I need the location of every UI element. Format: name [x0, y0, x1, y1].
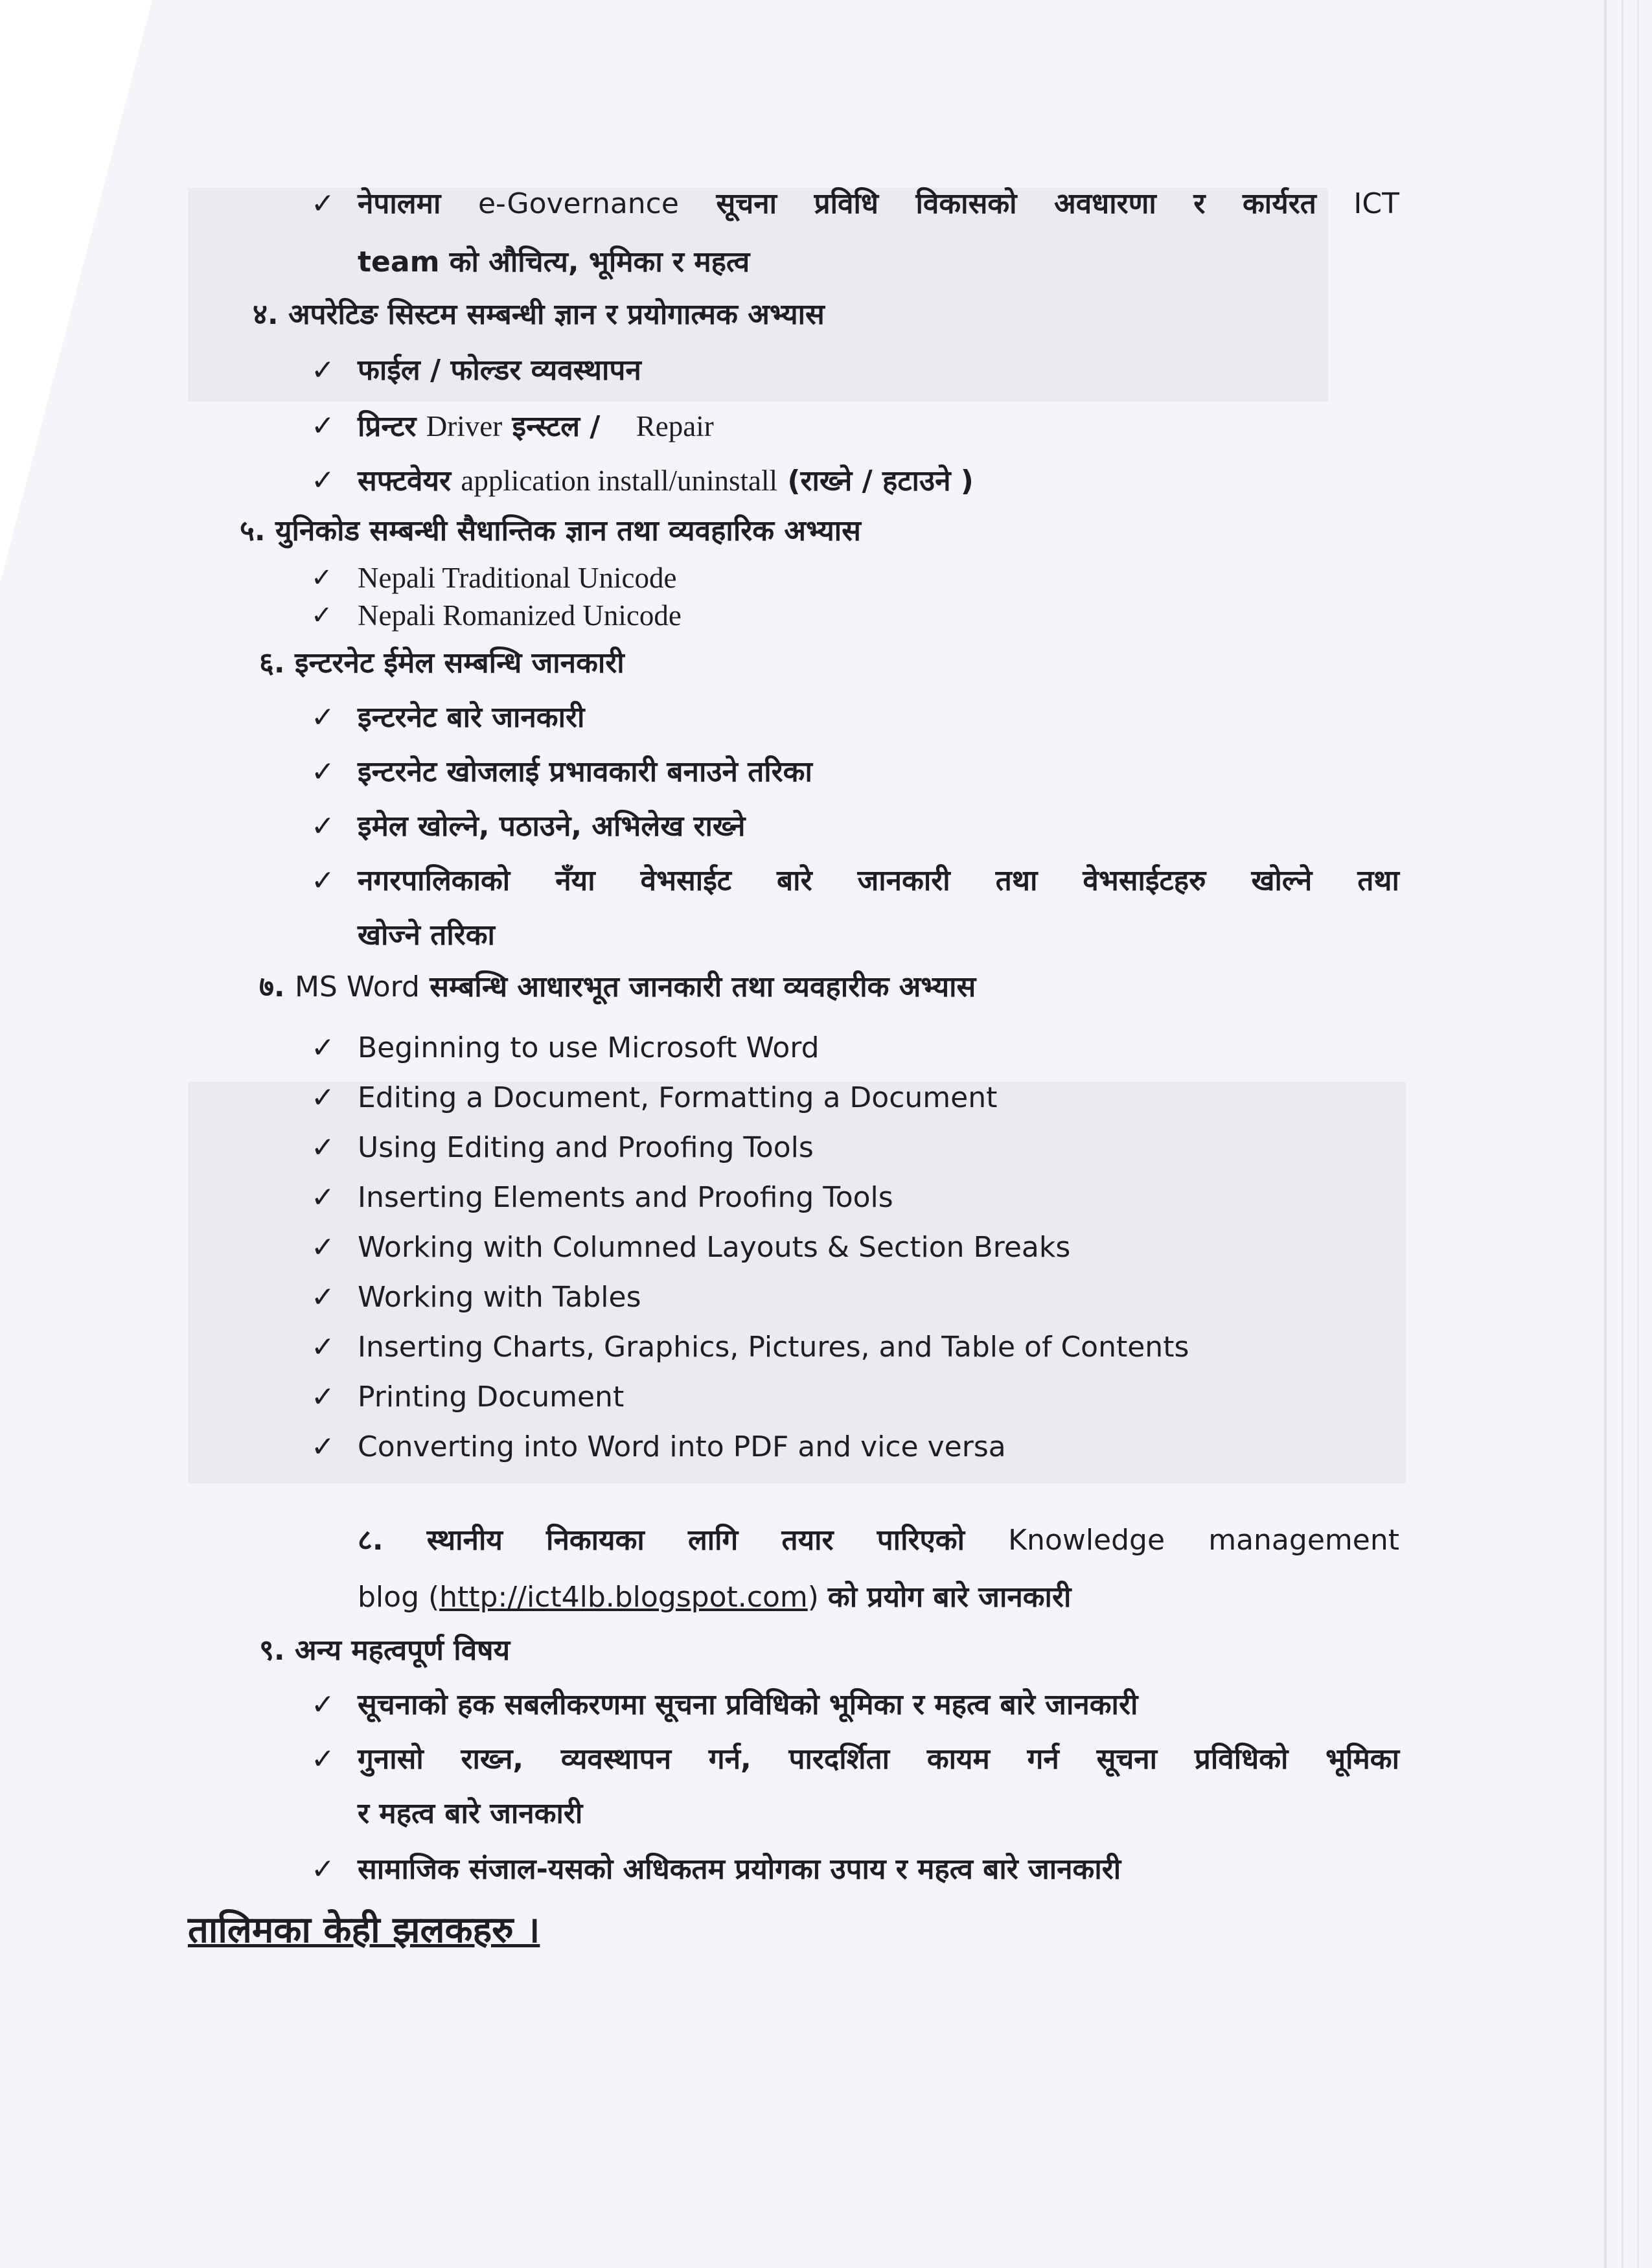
list-item: Inserting Charts, Graphics, Pictures, and Table of Contents [358, 1331, 1189, 1364]
text-part: Repair [636, 410, 714, 442]
word: गुनासो [358, 1743, 424, 1776]
section-7-heading [259, 968, 976, 1007]
text-part: इन्स्टल / [512, 410, 601, 443]
word: नेपालमा [358, 187, 441, 220]
list-item [358, 461, 974, 501]
section-title: इन्टरनेट ईमेल सम्बन्धि जानकारी [294, 647, 625, 680]
word: भूमिका [1325, 1743, 1399, 1776]
text-part: (राख्ने / हटाउने ) [787, 464, 974, 498]
page-fold-corner [0, 0, 152, 583]
word: वेभसाईट [640, 864, 731, 897]
word: कायम [926, 1743, 990, 1776]
check-icon: ✓ [311, 409, 335, 442]
text-part: application install/uninstall [461, 464, 778, 497]
word: नँया [555, 864, 595, 897]
check-icon: ✓ [311, 1688, 335, 1721]
word: अवधारणा [1054, 187, 1156, 220]
check-icon: ✓ [311, 1853, 335, 1886]
word: Knowledge [1008, 1524, 1165, 1557]
word: सूचना [716, 187, 777, 220]
check-icon: ✓ [311, 864, 335, 897]
word: तथा [995, 864, 1038, 897]
list-item: Editing a Document, Formatting a Document [358, 1081, 998, 1114]
blog-link[interactable]: http://ict4lb.blogspot.com [439, 1581, 808, 1614]
word: गर्न [1027, 1743, 1059, 1776]
list-item: Beginning to use Microsoft Word [358, 1031, 820, 1064]
word: बारे [777, 864, 812, 897]
list-item: इमेल खोल्ने, पठाउने, अभिलेख राख्ने [358, 810, 746, 843]
list-item: Inserting Elements and Proofing Tools [358, 1181, 893, 1214]
page-edge [1637, 0, 1639, 2268]
check-icon: ✓ [311, 1743, 335, 1776]
word: पारदर्शिता [788, 1743, 890, 1776]
check-icon: ✓ [311, 464, 335, 497]
word: ICT [1353, 187, 1399, 220]
section-number: ७. [259, 970, 285, 1003]
word: स्थानीय [426, 1524, 503, 1557]
list-item: Nepali Romanized Unicode [358, 599, 682, 632]
check-icon: ✓ [311, 1380, 335, 1414]
list-item-line-2: खोज्ने तरिका [358, 919, 495, 952]
list-item: Using Editing and Proofing Tools [358, 1131, 814, 1164]
word: तयार [781, 1524, 834, 1557]
list-item: Converting into Word into PDF and vice versa [358, 1430, 1006, 1463]
check-icon: ✓ [311, 755, 335, 788]
list-item-line-2: र महत्व बारे जानकारी [358, 1797, 583, 1830]
section-number: ५. [240, 514, 266, 547]
check-icon: ✓ [311, 354, 335, 387]
word: लागि [687, 1524, 739, 1557]
word: खोल्ने [1251, 864, 1313, 897]
word: र [1193, 187, 1206, 220]
list-item: Nepali Traditional Unicode [358, 562, 677, 594]
word: सूचना [1096, 1743, 1158, 1776]
footer-heading: तालिमका केही झलकहरु । [188, 1909, 540, 1951]
word: कार्यरत [1243, 187, 1316, 220]
section-6-heading [259, 644, 625, 683]
section-title: अपरेटिङ सिस्टम सम्बन्धी ज्ञान र प्रयोगात्मक अभ्यास [288, 298, 825, 331]
section-8-line-1 [358, 1521, 1399, 1560]
word: management [1208, 1524, 1399, 1557]
word: प्रविधिको [1194, 1743, 1289, 1776]
section-8-line-2 [358, 1578, 1071, 1617]
list-item: इन्टरनेट खोजलाई प्रभावकारी बनाउने तरिका [358, 755, 812, 788]
section-4-heading [253, 295, 825, 334]
section-5-heading [240, 512, 861, 551]
text-part: Driver [426, 410, 503, 442]
intro-line-1 [358, 185, 1399, 223]
section-title-en: MS Word [294, 970, 420, 1003]
word: राख्न, [461, 1743, 524, 1776]
list-item: सूचनाको हक सबलीकरणमा सूचना प्रविधिको भूमिका र महत्व बारे जानकारी [358, 1688, 1138, 1721]
word: तथा [1357, 864, 1399, 897]
text-part: सफ्टवेयर [358, 464, 452, 498]
section-title: युनिकोड सम्बन्धी सैधान्तिक ज्ञान तथा व्यवहारिक अभ्यास [275, 514, 861, 547]
list-item: इन्टरनेट बारे जानकारी [358, 701, 585, 734]
word: व्यवस्थापन [560, 1743, 672, 1776]
list-item-line-1 [358, 862, 1399, 900]
check-icon: ✓ [311, 601, 333, 630]
section-9-heading [259, 1631, 510, 1670]
list-item [358, 407, 714, 446]
check-icon: ✓ [311, 1131, 335, 1164]
text-part: प्रिन्टर [358, 410, 417, 443]
word: पारिएको [877, 1524, 965, 1557]
intro-line-2: team को औचित्य, भूमिका र महत्व [358, 246, 750, 279]
check-icon: ✓ [311, 1081, 335, 1114]
section-number: ९. [259, 1634, 285, 1667]
word: वेभसाईटहरु [1083, 864, 1206, 897]
section-title: अन्य महत्वपूर्ण विषय [294, 1634, 511, 1667]
check-icon: ✓ [311, 1031, 335, 1064]
page-edge [1622, 0, 1623, 2268]
word: निकायका [546, 1524, 645, 1557]
word: विकासको [915, 187, 1017, 220]
check-icon: ✓ [311, 563, 333, 593]
word: e-Governance [477, 187, 679, 220]
check-icon: ✓ [311, 1430, 335, 1463]
check-icon: ✓ [311, 1281, 335, 1314]
section-number: ४. [253, 298, 279, 331]
check-icon: ✓ [311, 810, 335, 843]
list-item-line-1 [358, 1740, 1399, 1779]
section-number: ६. [259, 647, 285, 680]
word: प्रविधि [814, 187, 878, 220]
check-icon: ✓ [311, 1181, 335, 1214]
list-item: Working with Columned Layouts & Section Breaks [358, 1231, 1071, 1264]
section-number: ८. [358, 1524, 384, 1557]
section-title: सम्बन्धि आधारभूत जानकारी तथा व्यवहारीक अभ्यास [430, 970, 976, 1003]
check-icon: ✓ [311, 1231, 335, 1264]
text-part: को प्रयोग बारे जानकारी [827, 1581, 1072, 1614]
list-item: फाईल / फोल्डर व्यवस्थापन [358, 354, 641, 387]
check-icon: ✓ [311, 701, 335, 734]
word: गर्न, [708, 1743, 751, 1776]
text-part: blog ( [358, 1581, 440, 1614]
page-edge [1604, 0, 1607, 2268]
list-item: Working with Tables [358, 1281, 641, 1314]
word: जानकारी [857, 864, 950, 897]
word: नगरपालिकाको [358, 864, 511, 897]
list-item: Printing Document [358, 1380, 625, 1414]
text-part: ) [807, 1581, 819, 1614]
list-item: सामाजिक संजाल-यसको अधिकतम प्रयोगका उपाय र महत्व बारे जानकारी [358, 1853, 1121, 1886]
check-icon: ✓ [311, 187, 335, 220]
check-icon: ✓ [311, 1331, 335, 1364]
